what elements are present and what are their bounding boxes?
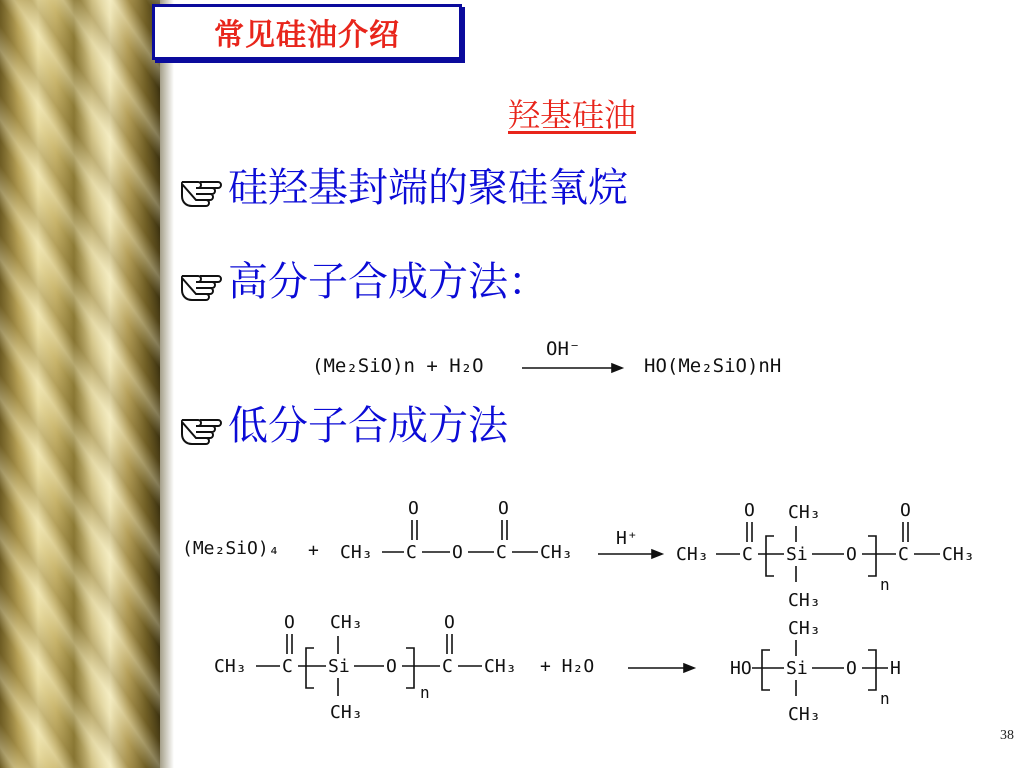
- eq3-product-o: O: [846, 658, 857, 679]
- eq3-n: n: [420, 683, 430, 702]
- eq3-ch3-top: CH₃: [330, 612, 363, 633]
- eq2-r2-c1: C: [406, 542, 417, 563]
- bullet-text-2: 高分子合成方法：: [228, 259, 548, 305]
- eq2-r2-o-top-2: O: [498, 498, 509, 519]
- eq3-product-ho: HO: [730, 658, 752, 679]
- eq3-plus-water: + H₂O: [540, 656, 595, 677]
- eq2-r2-ch3-right: CH₃: [540, 542, 573, 563]
- eq3-c-right: C: [442, 656, 453, 677]
- eq2-p-ch3-right: CH₃: [942, 544, 975, 565]
- eq3-ch3-right: CH₃: [484, 656, 517, 677]
- eq3-c: C: [282, 656, 293, 677]
- eq2-p-c: C: [742, 544, 753, 565]
- eq3-product-h: H: [890, 658, 901, 679]
- eq2-p-c-right: C: [898, 544, 909, 565]
- bracket-right: [868, 536, 876, 576]
- eq2-condition: H⁺: [616, 528, 638, 549]
- eq2-reactant1: (Me₂SiO)₄: [182, 538, 280, 559]
- eq2-r2-c2: C: [496, 542, 507, 563]
- eq2-p-ch3-bottom: CH₃: [788, 590, 821, 611]
- bullet-text-1: 硅羟基封端的聚硅氧烷: [228, 165, 628, 211]
- eq2-p-o-top-right: O: [900, 500, 911, 521]
- eq2-arrow-head: [652, 550, 662, 558]
- equation-1: [312, 338, 781, 377]
- eq1-right: HO(Me₂SiO)nH: [644, 355, 782, 377]
- eq3-arrow-head: [684, 664, 694, 672]
- eq3-product-si: Si: [786, 658, 808, 679]
- eq3-si: Si: [328, 656, 350, 677]
- eq2-r2-ch3-left: CH₃: [340, 542, 373, 563]
- eq2-p-o-top: O: [744, 500, 755, 521]
- eq3-product-ch3-bottom: CH₃: [788, 704, 821, 725]
- eq2-p-n: n: [880, 575, 890, 594]
- slide-subtitle: 羟基硅油: [508, 96, 637, 134]
- eq3-ch3-left: CH₃: [214, 656, 247, 677]
- bracket-left: [762, 650, 770, 690]
- eq2-p-si: Si: [786, 544, 808, 565]
- eq3-o-top: O: [284, 612, 295, 633]
- eq3-ch3-bottom: CH₃: [330, 702, 363, 723]
- bullet-text-3: 低分子合成方法: [228, 403, 508, 449]
- eq3-o: O: [386, 656, 397, 677]
- equation-2: [182, 498, 975, 611]
- eq1-condition: OH⁻: [546, 338, 581, 360]
- eq3-product-n: n: [880, 689, 890, 708]
- eq1-arrow-head: [612, 364, 622, 372]
- bracket-left: [306, 648, 314, 688]
- bracket-left: [766, 536, 774, 576]
- eq2-r2-o-top-1: O: [408, 498, 419, 519]
- slide-title: 常见硅油介绍: [214, 18, 400, 53]
- eq3-product-ch3-top: CH₃: [788, 618, 821, 639]
- equation-3: [214, 612, 901, 725]
- eq2-p-ch3-top: CH₃: [788, 502, 821, 523]
- eq2-r2-o: O: [452, 542, 463, 563]
- eq2-p-o: O: [846, 544, 857, 565]
- eq2-plus: +: [308, 540, 319, 561]
- eq3-o-top-right: O: [444, 612, 455, 633]
- bracket-right: [406, 648, 414, 688]
- eq2-p-ch3-left: CH₃: [676, 544, 709, 565]
- eq1-left: (Me₂SiO)n + H₂O: [312, 355, 484, 377]
- page-number: 38: [1000, 728, 1014, 743]
- bracket-right: [868, 650, 876, 690]
